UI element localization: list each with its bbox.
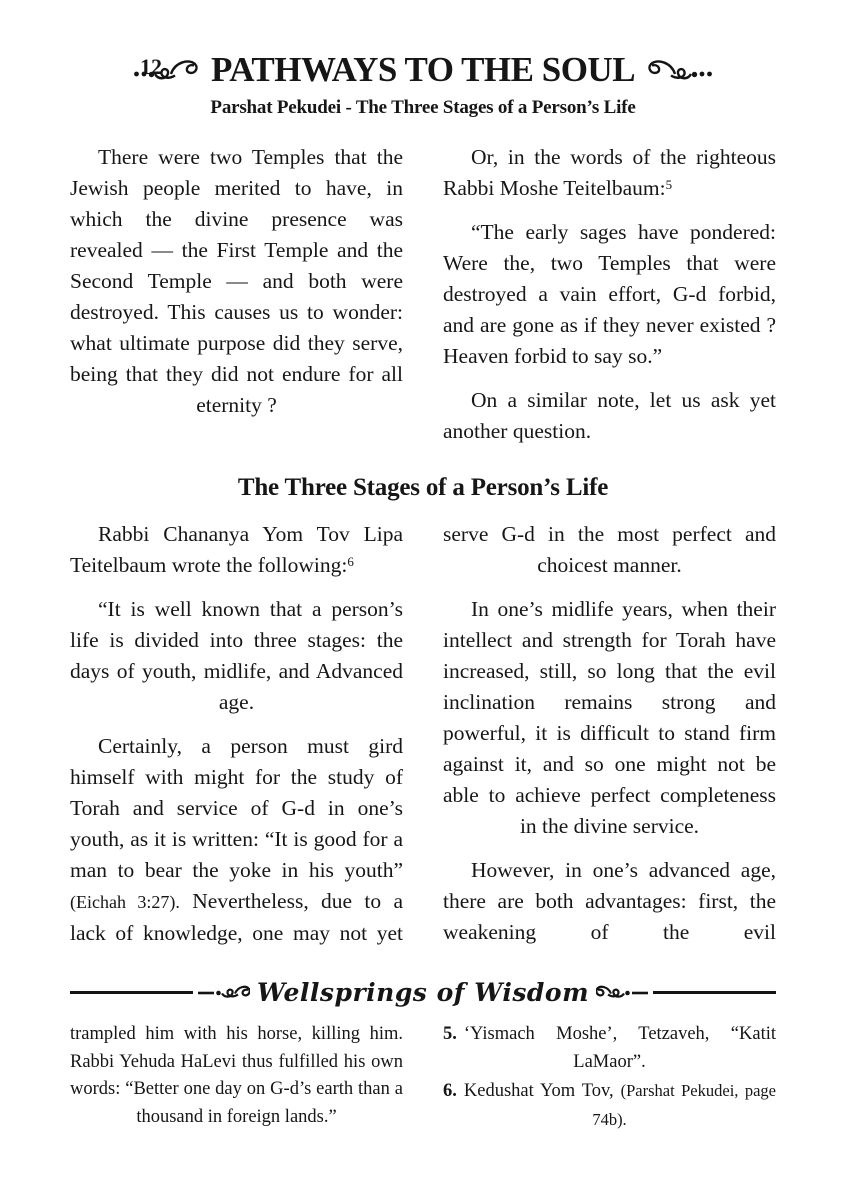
paragraph <box>70 731 403 949</box>
paragraph: In one’s midlife years, when their intellect and strength for Torah have increased, still, so long that the evil inclination remains strong and powerful, it is difficult to stand firm against it, and so one might not be able to achieve perfect completeness in the divine service. <box>443 597 776 838</box>
divider-ornament-left-icon <box>198 983 250 1003</box>
footnote-marker: 6 <box>347 554 354 569</box>
paragraph: On a similar note, let us ask yet another question. <box>443 388 776 443</box>
divider-rule-left <box>70 991 193 994</box>
footnote-reference: (Parshat Pekudei, page 74b). <box>592 1081 776 1129</box>
book-title: PATHWAYS TO THE SOUL <box>210 50 636 89</box>
paragraph-text: Certainly, a person must gird himself with might for the study of Torah and service of G-d in one’s youth, as it is written: “It is good for a man to bear the yoke in his youth” <box>70 734 403 882</box>
divider-ornament-right-icon <box>596 983 648 1003</box>
paragraph-text: Or, in the words of the righteous Rabbi Moshe Teitelbaum: <box>443 145 776 200</box>
footnote-item <box>443 1021 776 1076</box>
footnote-continuation: trampled him with his horse, killing him. Rabbi Yehuda HaLevi thus fulfilled his own words: “Better one day on G-d’s earth than a thousand in foreign lands.” <box>70 1024 403 1127</box>
section-right-column <box>443 519 776 949</box>
footnote-text: Kedushat Yom Tov, <box>463 1081 614 1101</box>
chapter-subtitle: Parshat Pekudei - The Three Stages of a Person’s Life <box>210 97 636 118</box>
paragraph-text: Rabbi Chananya Yom Tov Lipa Teitelbaum wrote the following: <box>70 522 403 577</box>
flourish-right-icon <box>645 55 713 85</box>
footnote-item <box>443 1077 776 1134</box>
footnote-text: ‘Yismach Moshe’, Tetzaveh, “Katit LaMaor”. <box>463 1024 776 1072</box>
section-left-column <box>70 519 403 949</box>
intro-left-column <box>70 142 403 447</box>
footnotes-right-column <box>443 1021 776 1135</box>
footnotes-divider <box>70 978 776 1007</box>
divider-rule-right <box>653 991 776 994</box>
section-heading: The Three Stages of a Person’s Life <box>237 474 609 501</box>
footnotes-left-column <box>70 1021 403 1135</box>
paragraph <box>70 519 403 581</box>
footnote-marker: 5 <box>665 177 673 192</box>
footnote-number: 5. <box>443 1024 457 1044</box>
page-header <box>70 0 776 119</box>
paragraph: “It is well known that a person’s life is divided into three stages: the days of youth, midlife, and Advanced age. <box>70 597 403 714</box>
intro-right-column <box>443 142 776 447</box>
section-body <box>70 519 776 949</box>
paragraph: serve G-d in the most perfect and choicest manner. <box>443 522 776 577</box>
footnote-number: 6. <box>443 1081 457 1101</box>
paragraph-text: Nevertheless, due to a lack of knowledge, one may not yet <box>70 889 404 945</box>
paragraph: However, in one’s advanced age, there are both advantages: first, the weakening of the evil <box>443 858 776 944</box>
footnotes-section <box>70 1021 776 1135</box>
paragraph <box>443 142 776 204</box>
intro-section <box>70 142 776 447</box>
source-reference: (Eichah 3:27). <box>70 892 180 912</box>
paragraph: “The early sages have pondered: Were the, two Temples that were destroyed a vain effort, G-d forbid, and are gone as if they never existed ? Heaven forbid to say so.” <box>443 220 776 368</box>
footnotes-title: Wellsprings of Wisdom <box>256 978 590 1007</box>
paragraph: There were two Temples that the Jewish people merited to have, in which the divine presence was revealed — the First Temple and the Second Temple — and both were destroyed. This causes us to wonder: what ultimate purpose did they serve, being that they did not endure for all eternity ? <box>70 145 403 417</box>
page-number: 12 <box>140 54 162 79</box>
